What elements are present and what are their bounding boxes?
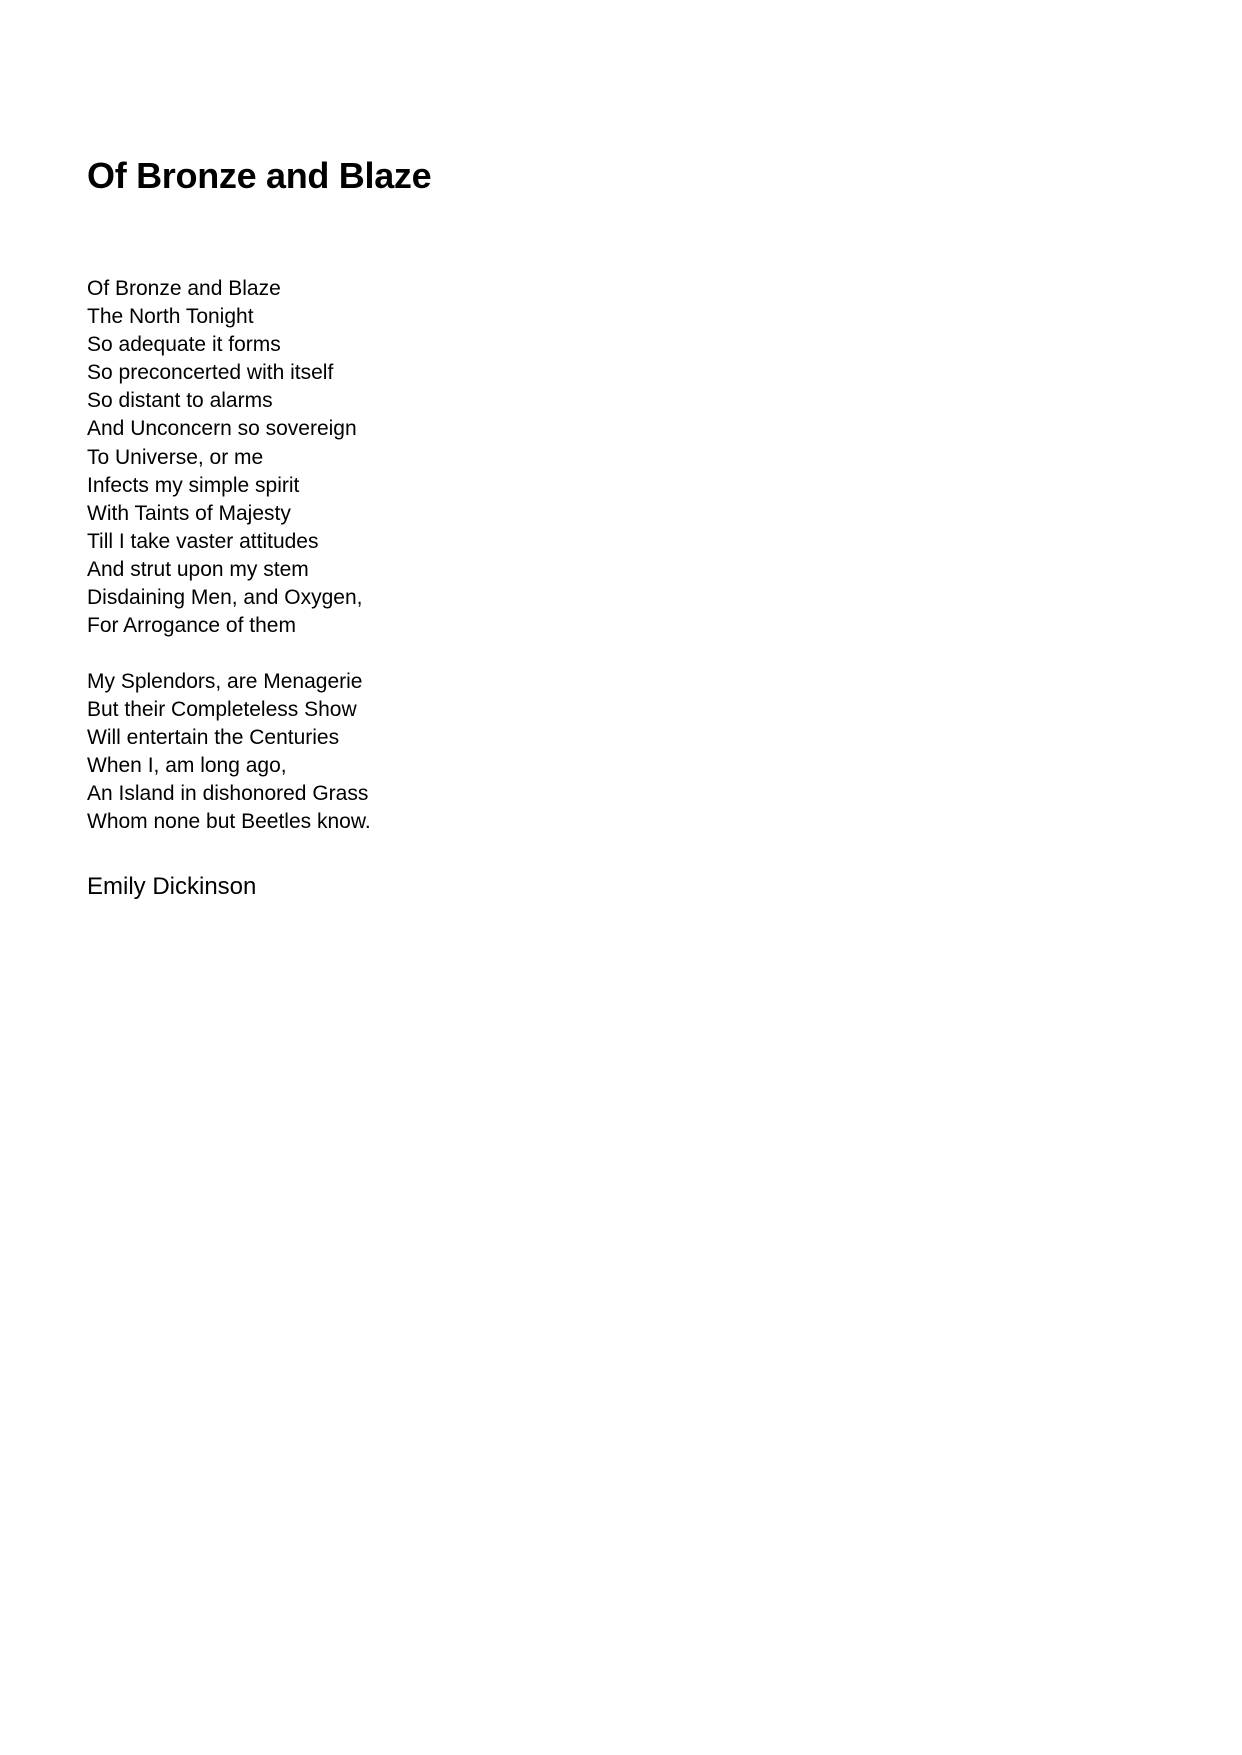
poem-line: So distant to alarms — [87, 389, 273, 413]
stanza-2 — [87, 668, 371, 837]
poem-line: To Universe, or me — [87, 445, 264, 469]
poem-line: The North Tonight — [87, 305, 254, 329]
poem-line: Disdaining Men, and Oxygen, — [87, 586, 363, 610]
poem-line: Of Bronze and Blaze — [87, 277, 281, 300]
poem-line: And strut upon my stem — [87, 557, 309, 581]
poem-line: Infects my simple spirit — [87, 473, 300, 497]
poem-line: When I, am long ago, — [87, 754, 287, 778]
poem-line: Whom none but Beetles know. — [87, 810, 371, 834]
poem-line: So preconcerted with itself — [87, 361, 334, 385]
poem-line: For Arrogance of them — [87, 614, 296, 638]
poem-line: But their Completeless Show — [87, 698, 357, 722]
poem-author: Emily Dickinson — [87, 873, 257, 900]
poem-title: Of Bronze and Blaze — [87, 155, 432, 196]
poem-line: Will entertain the Centuries — [87, 726, 340, 750]
poem-line: Till I take vaster attitudes — [87, 529, 319, 553]
poem-line: And Unconcern so sovereign — [87, 417, 357, 441]
poem-line: My Splendors, are Menagerie — [87, 670, 363, 693]
stanza-1 — [87, 275, 363, 640]
poem-line: An Island in dishonored Grass — [87, 782, 369, 806]
poem-line: With Taints of Majesty — [87, 501, 291, 525]
poem-line: So adequate it forms — [87, 333, 281, 357]
